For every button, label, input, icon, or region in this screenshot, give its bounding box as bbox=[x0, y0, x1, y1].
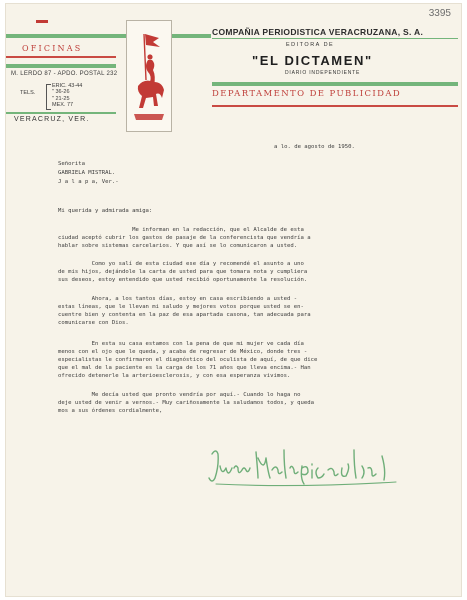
archive-number: 3395 bbox=[428, 8, 451, 19]
paragraph-line: estas líneas, que le llevan mi saludo y mejores votos porque usted se en- bbox=[58, 304, 304, 310]
newspaper-name: "EL DICTAMEN" bbox=[252, 53, 373, 68]
horseman-emblem-icon bbox=[126, 20, 172, 132]
department-underline bbox=[212, 105, 458, 107]
paragraph-line: Como yo salí de esta ciudad ese día y recomendé el asunto a uno bbox=[58, 261, 304, 267]
editora-label: EDITORA DE bbox=[286, 42, 335, 48]
company-underline bbox=[212, 38, 458, 39]
phones-label: TELS. bbox=[20, 90, 36, 96]
department-name: DEPARTAMENTO DE PUBLICIDAD bbox=[212, 89, 402, 99]
green-rule-right bbox=[212, 82, 458, 86]
handwritten-signature bbox=[206, 444, 416, 488]
green-rule-top bbox=[6, 34, 211, 38]
city: VERACRUZ, VER. bbox=[14, 116, 90, 123]
red-rule bbox=[6, 56, 116, 58]
paragraph-line: ofrecido detenerle la arterioesclerosis, y con esa esperanza vivimos. bbox=[58, 373, 291, 379]
paragraph-line: menos con el ojo que le queda, y acaba de regresar de México, donde tres - bbox=[58, 349, 308, 355]
recipient-line: J a l a p a, Ver.- bbox=[58, 179, 119, 185]
paragraph-line: deje usted de venir a vernos.- Muy cariñosamente la saludamos todos, y queda bbox=[58, 400, 314, 406]
paragraph-line: ciudad aceptó cubrir los gastos de pasaje de la conferencista que vendría a bbox=[58, 235, 311, 241]
phone-line: MEX. 77 bbox=[52, 102, 74, 109]
paragraph-line: Ahora, a los tantos días, estoy en casa escribiendo a usted - bbox=[58, 296, 298, 302]
green-rule-mid bbox=[6, 64, 116, 68]
company-name: COMPAÑIA PERIODISTICA VERACRUZANA, S. A. bbox=[212, 27, 424, 37]
paragraph-line: mos a sus órdenes cordialmente, bbox=[58, 408, 163, 414]
phone-line: ERIC. 43-44 bbox=[52, 83, 83, 89]
green-rule-lower bbox=[6, 112, 116, 114]
phone-line: " 21-25 bbox=[52, 95, 70, 102]
letter-page bbox=[6, 4, 461, 596]
recipient-line: GABRIELA MISTRAL. bbox=[58, 170, 116, 176]
paragraph-line: especialistas le confirmaron el diagnóstico del oculista de aquí, de que dice bbox=[58, 357, 318, 363]
recipient-line: Señorita bbox=[58, 161, 85, 167]
phone-list bbox=[52, 83, 82, 109]
paragraph-line: Me decía usted que pronto vendría por aquí.- Cuando lo haga no bbox=[58, 392, 301, 398]
paragraph-line: que el mal de la paciente es la carga de los 71 años que lleva encima.- Han bbox=[58, 365, 311, 371]
offices-title: OFICINAS bbox=[22, 44, 83, 53]
paragraph-line: Me informan en la redacción, que el Alcalde de esta bbox=[58, 227, 304, 233]
phones-brace bbox=[46, 84, 51, 110]
salutation: Mi querida y admirada amiga: bbox=[58, 208, 153, 214]
offices-address: M. LERDO 87 - APDO. POSTAL 232 bbox=[11, 71, 118, 77]
letter-date: a lo. de agosto de 1950. bbox=[274, 144, 355, 150]
phone-line: " 36-26 bbox=[52, 89, 70, 96]
paragraph-line: comunicarse con Dios. bbox=[58, 320, 129, 326]
paragraph-line: de mis hijos, dejándole la carta de usted para que tomara nota y cumpliera bbox=[58, 269, 308, 275]
newspaper-subtitle: DIARIO INDEPENDIENTE bbox=[285, 70, 361, 76]
paragraph-line: cuentre bien y contenta en la paz de esa apartada casona, tan adecuada para bbox=[58, 312, 311, 318]
paragraph-line: sus deseos, estoy entendido que usted recibió oportunamente la resolución. bbox=[58, 277, 308, 283]
paragraph-line: hablar sobre sistemas carcelarios. Y que así se lo comunicaron a usted. bbox=[58, 243, 298, 249]
red-corner-mark bbox=[36, 20, 48, 23]
paragraph-line: En esta su casa estamos con la pena de que mi mujer ve cada día bbox=[58, 341, 304, 347]
